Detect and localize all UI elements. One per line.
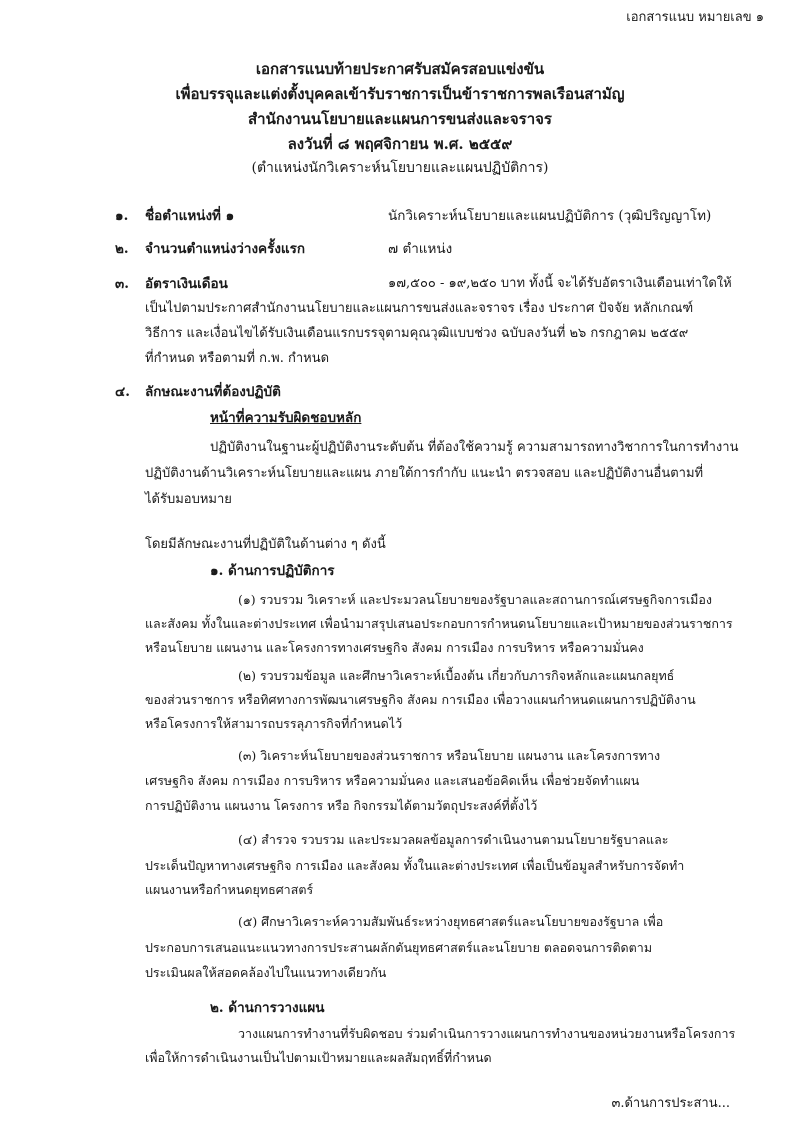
item-2-label: จำนวนตำแหน่งว่างครั้งแรก [145,241,306,257]
heading-line-3: สำนักงานนโยบายและแผนการขนส่งและจราจร [248,110,552,128]
item-2-value: ๗ ตำแหน่ง [388,241,453,257]
heading-line-2: เพื่อบรรจุและแต่งตั้งบุคคลเข้ารับราชการเป็นข้าราชการพลเรือนสามัญ [175,85,625,103]
item-1-value: นักวิเคราะห์นโยบายและแผนปฏิบัติการ (วุฒิปริญญาโท) [388,208,712,224]
duties-heading: หน้าที่ความรับผิดชอบหลัก [210,410,362,426]
item-3-label: อัตราเงินเดือน [145,276,228,292]
item-4-number: ๔. [115,384,130,400]
sec1-item-2-line-3: หรือโครงการให้สามารถบรรลุภารกิจที่กำหนดไว้ [145,716,403,731]
sec2-paragraph-line-2: เพื่อให้การดำเนินงานเป็นไปตามเป้าหมายและผลสัมฤทธิ์ที่กำหนด [145,1050,492,1065]
item-3-number: ๓. [115,276,129,292]
sec1-item-2-line-1: (๒) รวบรวมข้อมูล และศึกษาวิเคราะห์เบื้องต้น เกี่ยวกับภารกิจหลักและแผนกลยุทธ์ [238,668,675,683]
heading-line-4: ลงวันที่ ๘ พฤศจิกายน พ.ศ. ๒๕๕๙ [287,135,513,153]
item-1-number: ๑. [115,208,129,224]
footer-continuation: ๓.ด้านการประสาน... [611,1096,730,1111]
duties-paragraph-line-1: ปฏิบัติงานในฐานะผู้ปฏิบัติงานระดับต้น ที่ต้องใช้ความรู้ ความสามารถทางวิชาการในการทำงาน [210,440,739,455]
heading-line-1: เอกสารแนบท้ายประกาศรับสมัครสอบแข่งขัน [255,60,545,78]
item-3-value: ๑๗,๕๐๐ - ๑๙,๒๕๐ บาท ทั้งนี้ จะได้รับอัตราเงินเดือนเท่าใดให้ [388,276,732,291]
section-2-title: ๒. ด้านการวางแผน [210,1000,325,1016]
item-3-continuation-1: เป็นไปตามประกาศสำนักงานนโยบายและแผนการขนส่งและจราจร เรื่อง ประกาศ ปัจจัย หลักเกณฑ์ [145,301,694,316]
item-3-continuation-3: ที่กำหนด หรือตามที่ ก.พ. กำหนด [145,351,330,366]
sec1-item-3-line-2: เศรษฐกิจ สังคม การเมือง การบริหาร หรือความมั่นคง และเสนอข้อคิดเห็น เพื่อช่วยจัดทำแผน [145,773,640,788]
item-2-number: ๒. [115,241,129,257]
sec1-item-3-line-3: การปฏิบัติงาน แผนงาน โครงการ หรือ กิจกรรมได้ตามวัตถุประสงค์ที่ตั้งไว้ [145,798,538,813]
sec1-item-1-line-2: และสังคม ทั้งในและต่างประเทศ เพื่อนำมาสรุปเสนอประกอบการกำหนดนโยบายและเป้าหมายของส่วนราชการ [145,616,733,631]
sec1-item-1-line-3: หรือนโยบาย แผนงาน และโครงการทางเศรษฐกิจ สังคม การเมือง การบริหาร หรือความมั่นคง [145,640,644,655]
sec1-item-4-line-1: (๔) สำรวจ รวบรวม และประมวลผลข้อมูลการดำเนินงานตามนโยบายรัฐบาลและ [238,832,669,847]
sec1-item-5-line-3: ประเมินผลให้สอดคล้องไปในแนวทางเดียวกัน [145,965,387,980]
sec2-paragraph-line-1: วางแผนการทำงานที่รับผิดชอบ ร่วมดำเนินการวางแผนการทำงานของหน่วยงานหรือโครงการ [238,1026,736,1041]
sec1-item-2-line-2: ของส่วนราชการ หรือทิศทางการพัฒนาเศรษฐกิจ สังคม การเมือง เพื่อวางแผนกำหนดแผนการปฏิบัติงาน [145,692,696,707]
item-4-label: ลักษณะงานที่ต้องปฏิบัติ [145,384,281,400]
duties-paragraph-line-2: ปฏิบัติงานด้านวิเคราะห์นโยบายและแผน ภายใต้การกำกับ แนะนำ ตรวจสอบ และปฏิบัติงานอื่นตามที่ [145,466,704,481]
heading-line-5: (ตำแหน่งนักวิเคราะห์นโยบายและแผนปฏิบัติการ) [251,160,549,176]
item-3-continuation-2: วิธีการ และเงื่อนไขได้รับเงินเดือนแรกบรรจุตามคุณวุฒิแบบช่วง ฉบับลงวันที่ ๒๖ กรกฎาคม ๒๕๕๙ [145,326,689,341]
item-1-label: ชื่อตำแหน่งที่ ๑ [145,208,235,224]
sec1-item-4-line-2: ประเด็นปัญหาทางเศรษฐกิจ การเมือง และสังคม ทั้งในและต่างประเทศ เพื่อเป็นข้อมูลสำหรับการจัดทำ [145,858,685,873]
sec1-item-5-line-2: ประกอบการเสนอแนะแนวทางการประสานผลักดันยุทธศาสตร์และนโยบาย ตลอดจนการติดตาม [145,940,653,955]
sec1-item-3-line-1: (๓) วิเคราะห์นโยบายของส่วนราชการ หรือนโยบาย แผนงาน และโครงการทาง [238,748,661,763]
sec1-item-5-line-1: (๕) ศึกษาวิเคราะห์ความสัมพันธ์ระหว่างยุทธศาสตร์และนโยบายของรัฐบาล เพื่อ [238,914,664,929]
sec1-item-4-line-3: แผนงานหรือกำหนดยุทธศาสตร์ [145,882,314,897]
duties-intro: โดยมีลักษณะงานที่ปฏิบัติในด้านต่าง ๆ ดังนี้ [145,537,386,552]
sec1-item-1-line-1: (๑) รวบรวม วิเคราะห์ และประมวลนโยบายของรัฐบาลและสถานการณ์เศรษฐกิจการเมือง [238,592,713,607]
document-reference: เอกสารแนบ หมายเลข ๑ [626,10,764,25]
duties-paragraph-line-3: ได้รับมอบหมาย [145,492,232,507]
section-1-title: ๑. ด้านการปฏิบัติการ [210,563,335,579]
